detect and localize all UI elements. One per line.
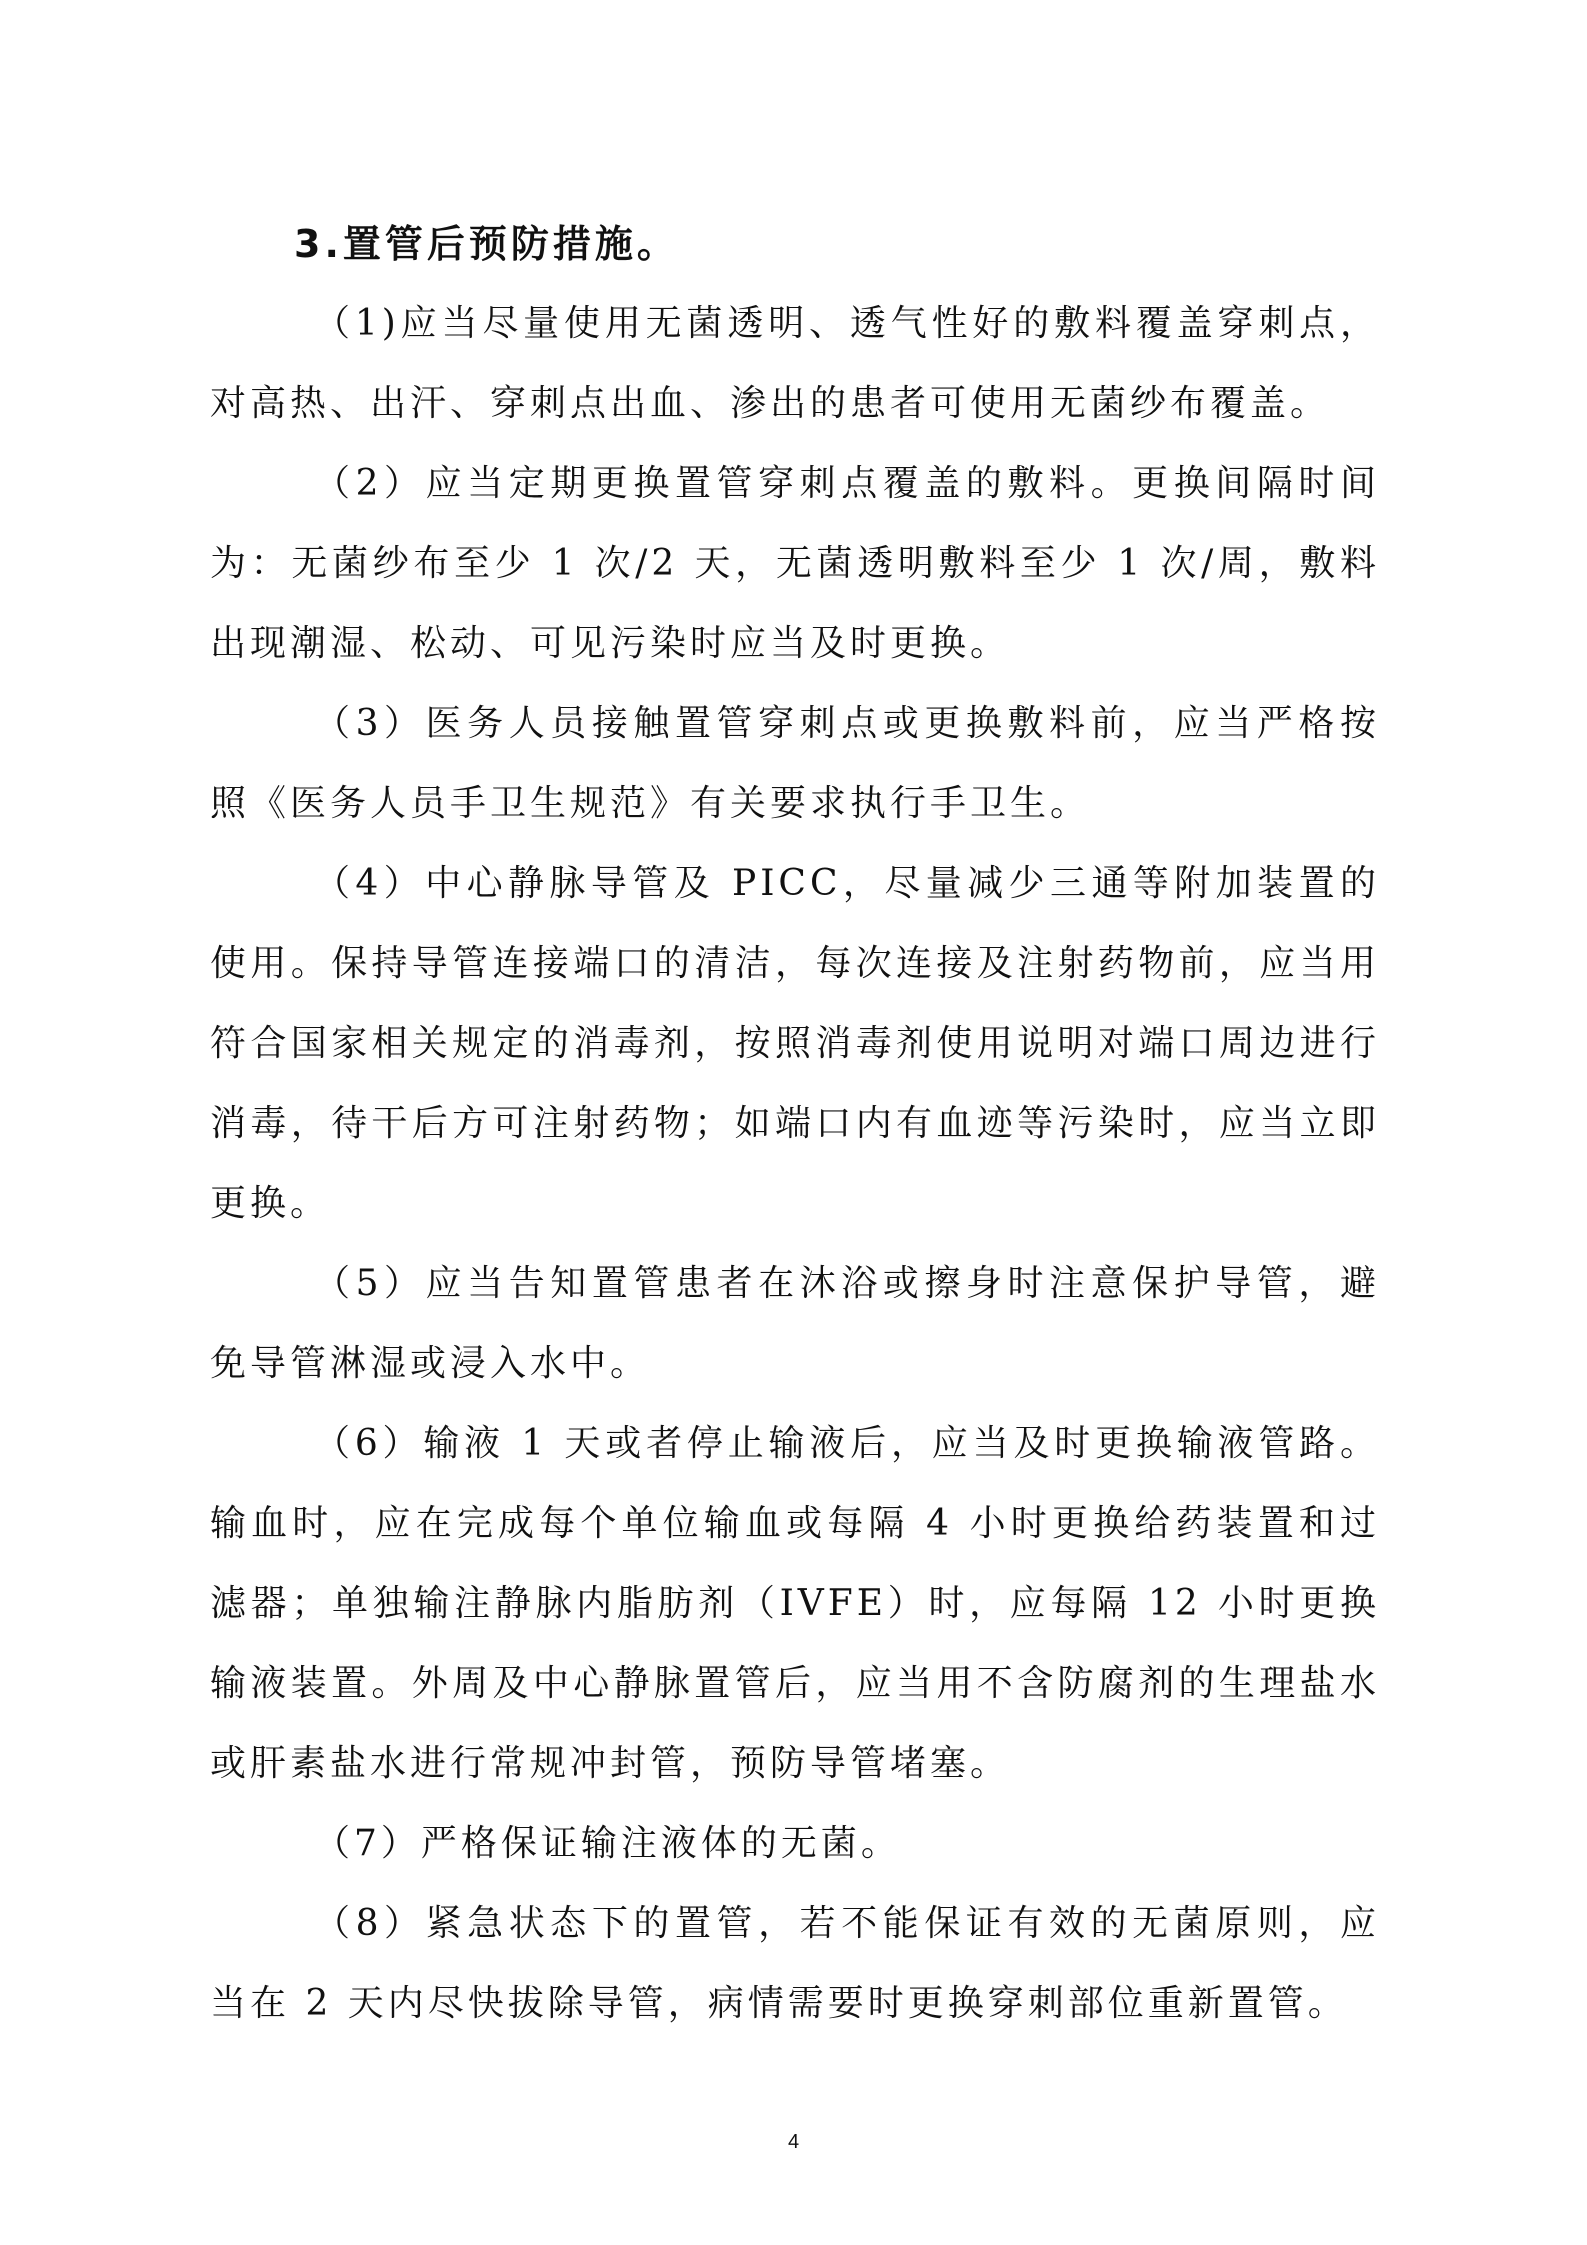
section-heading: 3.置管后预防措施。 [294,222,679,266]
paragraph-3: （3）医务人员接触置管穿刺点或更换敷料前，应当严格按照《医务人员手卫生规范》有关要求执行手卫生。 [210,703,1380,824]
paragraph-2: （2）应当定期更换置管穿刺点覆盖的敷料。更换间隔时间为：无菌纱布至少 1 次/2 天，无菌透明敷料至少 1 次/周，敷料出现潮湿、松动、可见污染时应当及时更换。 [210,463,1380,664]
paragraph-6: （6）输液 1 天或者停止输液后，应当及时更换输液管路。输血时，应在完成每个单位输血或每隔 4 小时更换给药装置和过滤器；单独输注静脉内脂肪剂（IVFE）时，应每隔 12 小时更换输液装置。外周及中心静脉置管后，应当用不含防腐剂的生理盐水或肝素盐水进行常规冲封管，预防导管堵塞。 [210,1423,1380,1784]
page-number: 4 [787,2131,800,2153]
paragraph-7: （7）严格保证输注液体的无菌。 [314,1823,901,1864]
paragraph-4: （4）中心静脉导管及 PICC，尽量减少三通等附加装置的使用。保持导管连接端口的清洁，每次连接及注射药物前，应当用符合国家相关规定的消毒剂，按照消毒剂使用说明对端口周边进行消毒，待干后方可注射药物；如端口内有血迹等污染时，应当立即更换。 [210,863,1380,1224]
paragraph-8: （8）紧急状态下的置管，若不能保证有效的无菌原则，应当在 2 天内尽快拔除导管，病情需要时更换穿刺部位重新置管。 [210,1903,1380,2024]
page-body [210,204,1380,2044]
paragraph-5: （5）应当告知置管患者在沐浴或擦身时注意保护导管，避免导管淋湿或浸入水中。 [210,1263,1380,1384]
paragraph-1: （1)应当尽量使用无菌透明、透气性好的敷料覆盖穿刺点，对高热、出汗、穿刺点出血、渗出的患者可使用无菌纱布覆盖。 [210,303,1380,424]
